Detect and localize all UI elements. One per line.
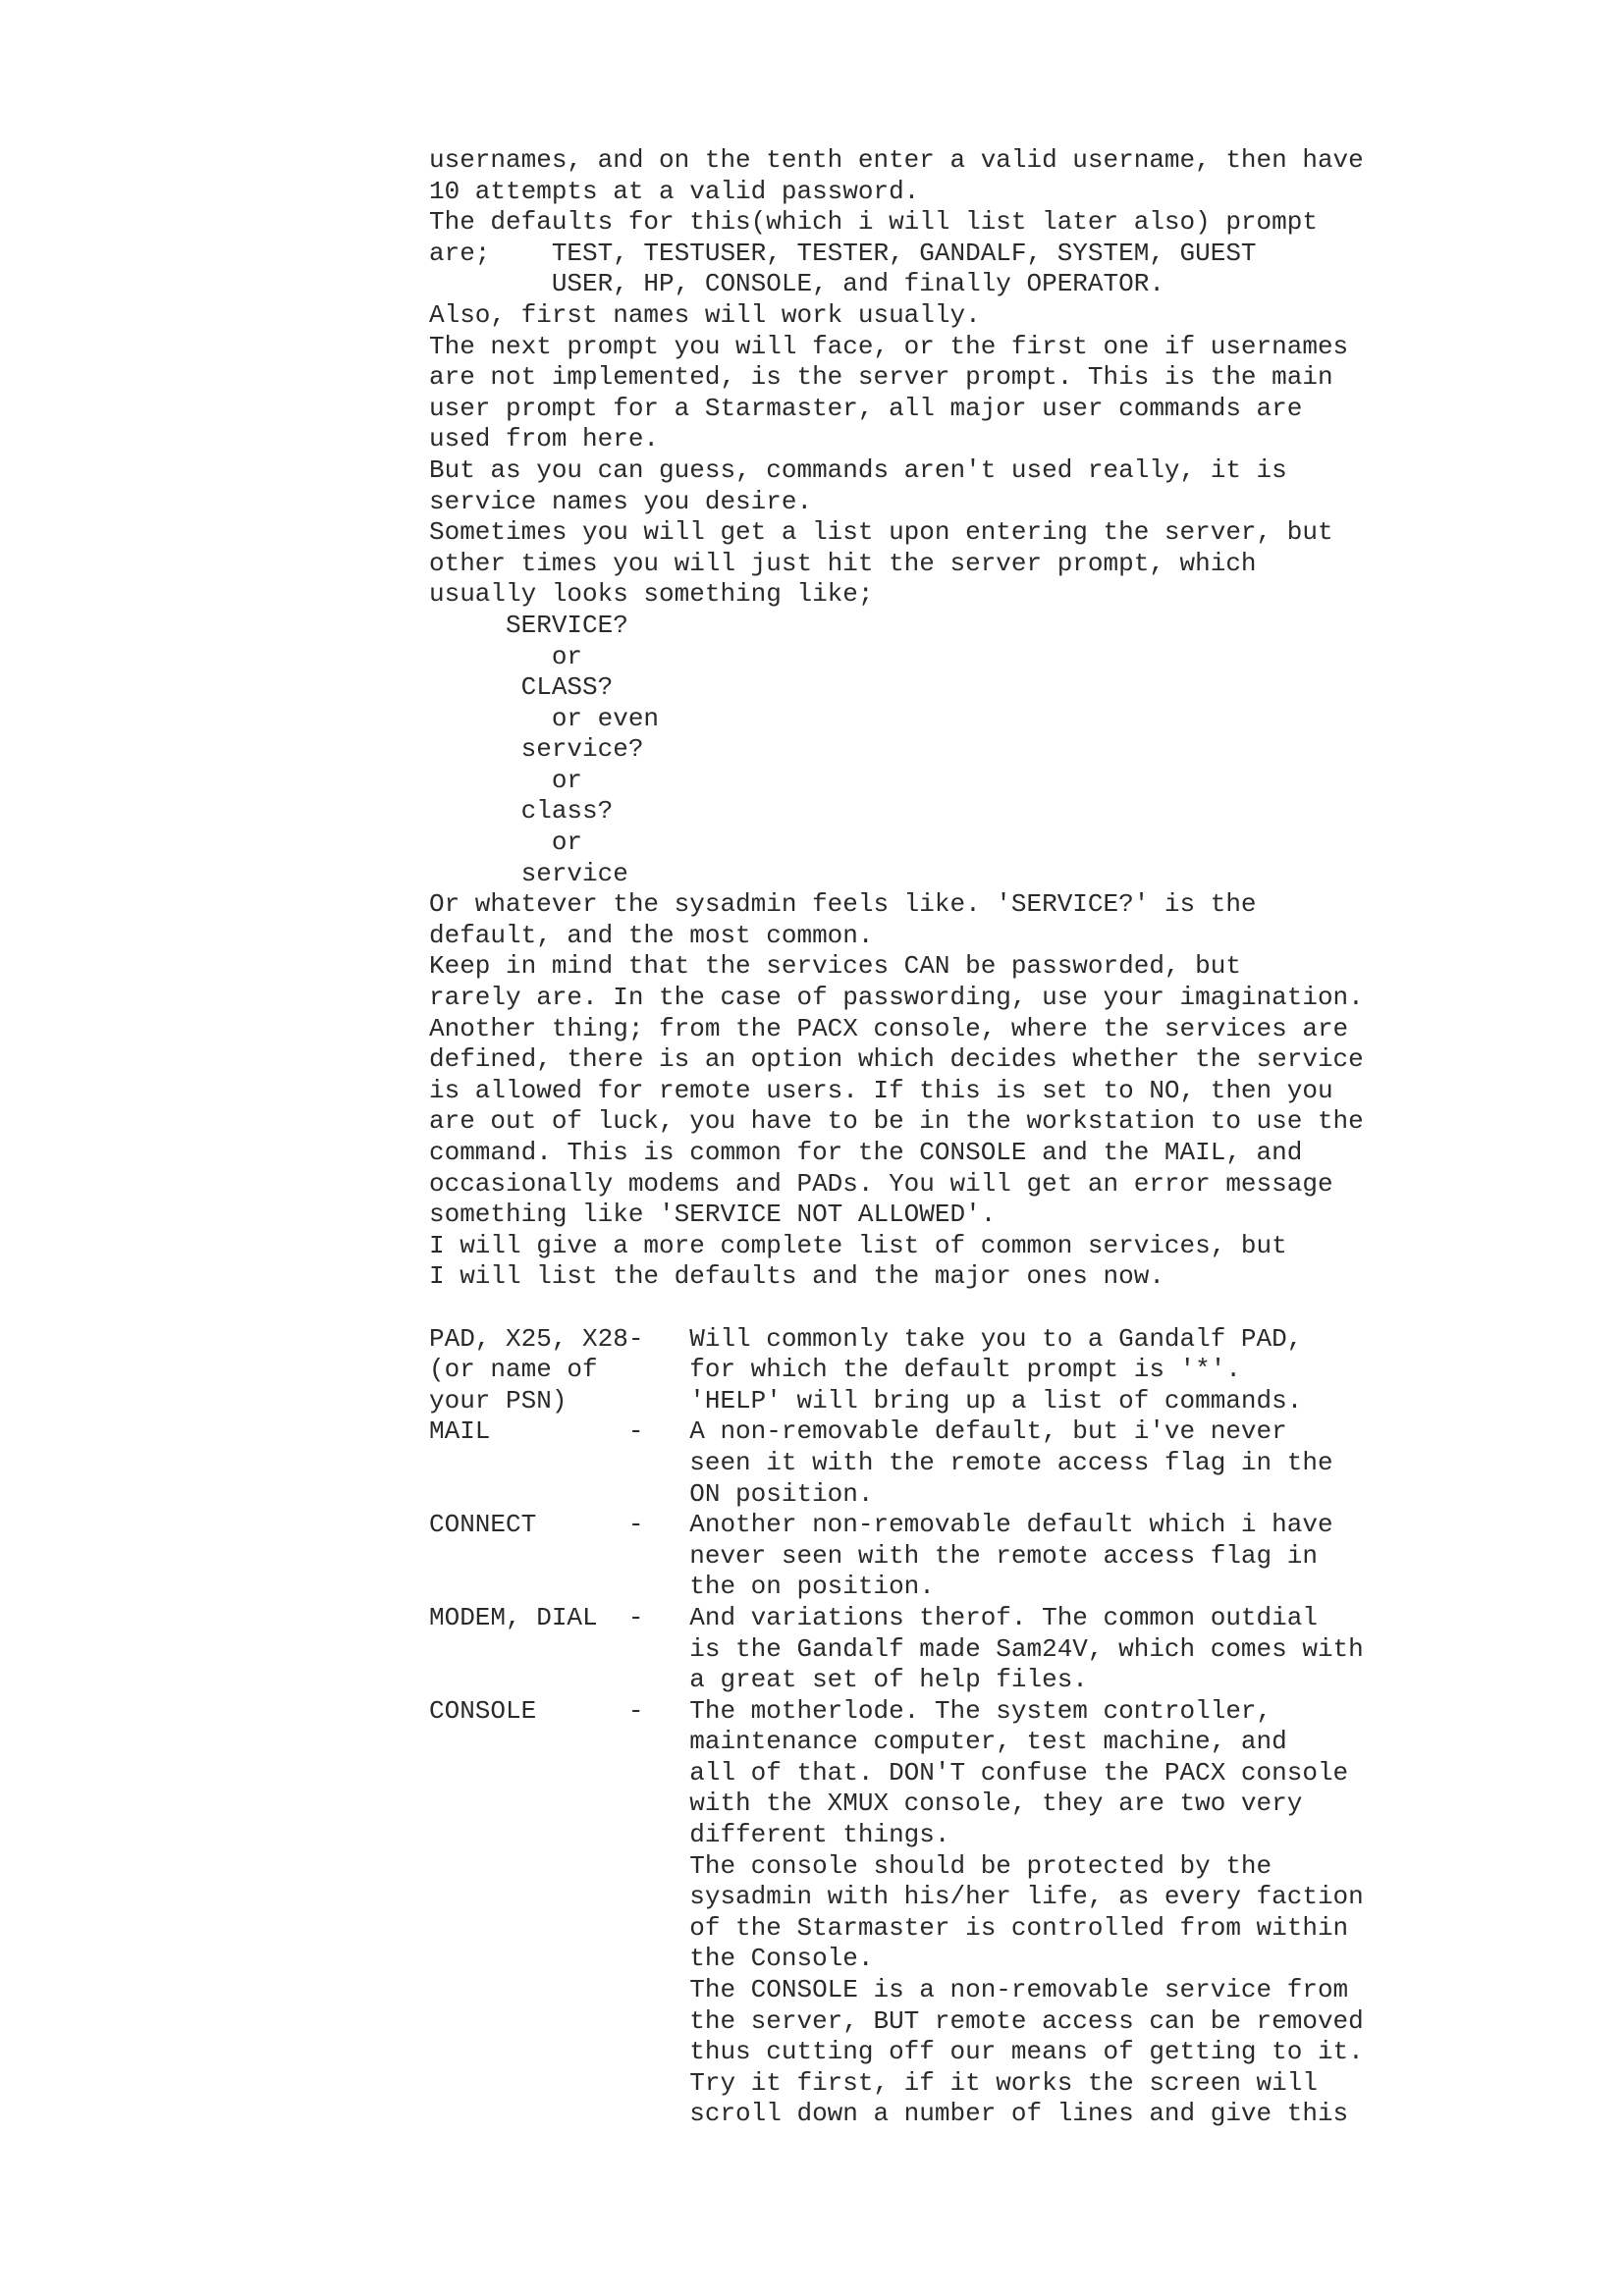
text-line: service names you desire.: [429, 486, 813, 516]
text-line: Sometimes you will get a list upon entering the server, but: [429, 517, 1333, 548]
text-line: [429, 1293, 1509, 1324]
text-line: 10 attempts at a valid password.: [429, 176, 920, 206]
text-line: usually looks something like;: [429, 579, 874, 610]
text-line: your PSN) 'HELP' will bring up a list of commands.: [429, 1385, 1303, 1415]
text-line: Or whatever the sysadmin feels like. 'SERVICE?' is the: [429, 889, 1257, 920]
text-line: rarely are. In the case of passwording, use your imagination.: [429, 983, 1364, 1013]
text-line: maintenance computer, test machine, and: [429, 1727, 1287, 1757]
text-line: Try it first, if it works the screen will: [429, 2067, 1318, 2098]
text-line: I will give a more complete list of common services, but: [429, 1230, 1287, 1260]
text-line: ON position.: [429, 1478, 874, 1509]
text-line: used from here.: [429, 424, 660, 454]
text-line: sysadmin with his/her life, as every faction: [429, 1882, 1364, 1912]
text-line: all of that. DON'T confuse the PACX console: [429, 1757, 1349, 1788]
text-line: user prompt for a Starmaster, all major user commands are: [429, 393, 1303, 423]
text-line: with the XMUX console, they are two very: [429, 1789, 1303, 1819]
text-line: Another thing; from the PACX console, where the services are: [429, 1013, 1349, 1043]
text-line: the Console.: [429, 1944, 874, 1974]
document-page: [429, 145, 1509, 2130]
text-line: are not implemented, is the server prompt. This is the main: [429, 362, 1333, 393]
text-line: The next prompt you will face, or the first one if usernames: [429, 331, 1349, 361]
text-line: or: [429, 765, 583, 795]
text-line: usernames, and on the tenth enter a valid username, then have: [429, 145, 1364, 175]
text-line: CONNECT - Another non-removable default which i have: [429, 1510, 1333, 1540]
text-line: occasionally modems and PADs. You will get an error message: [429, 1168, 1333, 1199]
text-line: SERVICE?: [429, 610, 628, 640]
text-line: is the Gandalf made Sam24V, which comes with: [429, 1633, 1364, 1664]
text-line: the server, BUT remote access can be removed: [429, 2005, 1364, 2036]
text-line: thus cutting off our means of getting to it.: [429, 2037, 1364, 2067]
text-line: something like 'SERVICE NOT ALLOWED'.: [429, 1200, 997, 1230]
text-line: are; TEST, TESTUSER, TESTER, GANDALF, SYSTEM, GUEST: [429, 238, 1257, 268]
text-line: The console should be protected by the: [429, 1850, 1272, 1881]
text-line: PAD, X25, X28- Will commonly take you to a Gandalf PAD,: [429, 1323, 1303, 1354]
text-line: I will list the defaults and the major ones now.: [429, 1261, 1164, 1292]
text-line: are out of luck, you have to be in the workstation to use the: [429, 1106, 1364, 1137]
text-line: But as you can guess, commands aren't used really, it is: [429, 454, 1287, 485]
text-line: The CONSOLE is a non-removable service from: [429, 1975, 1349, 2005]
text-line: or: [429, 641, 583, 671]
text-line: class?: [429, 796, 614, 827]
text-line: service?: [429, 734, 644, 765]
text-line: CLASS?: [429, 672, 614, 703]
text-line: or: [429, 828, 583, 858]
text-line: Also, first names will work usually.: [429, 299, 981, 330]
text-line: the on position.: [429, 1572, 935, 1602]
text-line: a great set of help files.: [429, 1665, 1088, 1695]
text-line: command. This is common for the CONSOLE and the MAIL, and: [429, 1138, 1303, 1167]
text-line: (or name of for which the default prompt is '*'.: [429, 1355, 1241, 1385]
text-line: seen it with the remote access flag in the: [429, 1447, 1333, 1477]
text-line: service: [429, 858, 628, 888]
text-line: different things.: [429, 1820, 950, 1850]
text-line: USER, HP, CONSOLE, and finally OPERATOR.: [429, 269, 1164, 299]
text-line: is allowed for remote users. If this is set to NO, then you: [429, 1075, 1333, 1105]
text-line: default, and the most common.: [429, 920, 874, 950]
text-line: other times you will just hit the server prompt, which: [429, 548, 1257, 578]
text-line: MAIL - A non-removable default, but i've never: [429, 1416, 1287, 1447]
text-line: Keep in mind that the services CAN be passworded, but: [429, 951, 1241, 982]
text-line: scroll down a number of lines and give this: [429, 2099, 1349, 2129]
text-line: MODEM, DIAL - And variations therof. The common outdial: [429, 1602, 1318, 1632]
text-line: The defaults for this(which i will list later also) prompt: [429, 207, 1318, 238]
text-line: or even: [429, 703, 660, 733]
text-line: CONSOLE - The motherlode. The system controller,: [429, 1695, 1272, 1726]
text-line: defined, there is an option which decides whether the service: [429, 1044, 1364, 1075]
text-line: never seen with the remote access flag in: [429, 1540, 1318, 1571]
text-line: of the Starmaster is controlled from within: [429, 1912, 1349, 1943]
